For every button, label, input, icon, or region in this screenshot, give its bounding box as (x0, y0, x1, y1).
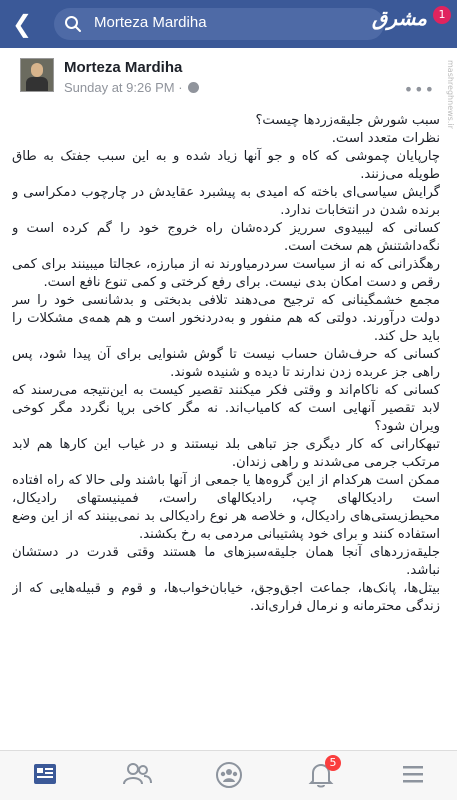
post-paragraph: کسانی که ناکام‌اند و وقتی فکر میکنند تقصیر کیست به این‌نتیجه می‌رسند که لابد تقصیر آنهایی است که کامیاب‌اند. نه مگر کاخی برپا نگردد مگر کوخی ویران شود؟ (12, 383, 440, 434)
post-body (12, 112, 440, 750)
search-input[interactable]: Morteza Mardiha (94, 14, 207, 31)
news-feed-icon (32, 761, 58, 787)
top-search-bar (0, 0, 457, 48)
tab-friends[interactable] (117, 761, 157, 791)
post-paragraph: نظرات متعدد است. (331, 131, 440, 146)
menu-icon (400, 761, 426, 787)
post-paragraph: بیتل‌ها، پانک‌ها، جماعت اجق‌وجق، خیابان‌خواب‌ها، و قوم و قبیله‌هایی که از زندگی محترمانه و نرمال فراری‌اند. (12, 581, 440, 614)
post-paragraph: ممکن است هرکدام از این گروه‌ها یا جمعی از آنها باشند ولی حالا که راه افتاده است رادیکالهای چپ، رادیکالهای راست، فمینیستهای رادیکال، محیط‌زیستی‌های رادیکال، و خلاصه هر نوع رادیکالی بد نمی‌بینند که از این وضع استفاده کنند و برای خود پشتیبانی مردمی به رخ بکشند. (12, 473, 440, 542)
friends-icon (122, 761, 152, 787)
tab-news-feed[interactable] (25, 761, 65, 791)
author-name[interactable]: Morteza Mardiha (64, 59, 183, 76)
post-paragraph: گرایش سیاسی‌ای باخته که امیدی به پیشبرد عقایدش در چارچوب دمکراسی و برنده شدن در انتخابات ندارد. (12, 185, 440, 218)
post-paragraph: رهگذرانی که نه از سیاست سردرمیاورند نه از مبارزه، عجالتا میبینند برای کمی رقص و دست امکان بدی نیست. برای رفع کرختی و کمی تنوع نافع است. (12, 257, 440, 290)
groups-icon (215, 761, 243, 789)
post-paragraph: کسانی که حرف‌شان حساب نیست تا گوش شنوایی برای آن پیدا شود، پس راهی جز عربده زدن ندارند تا دیده و شنیده شوند. (12, 347, 440, 380)
tab-notifications[interactable] (301, 756, 341, 791)
search-box[interactable] (54, 8, 384, 40)
watermark-logo: مشرق (371, 6, 427, 30)
post-paragraph: تبهکارانی که کار دیگری جز تباهی بلد نیستند و در غیاب این کارها هم لابد مرتکب جرمی می‌شدند و راهی زندان. (12, 437, 440, 470)
more-dots-icon[interactable]: ••• (403, 80, 435, 99)
tab-menu[interactable] (393, 761, 433, 791)
tab-groups[interactable] (209, 761, 249, 791)
post-paragraph: مجمع خشمگینانی که ترجیح می‌دهند تلافی بدبختی و بدشانسی خود را سر دولت درآورند. دولتی که هم منفور و به‌دردنخور است و هم همه‌ی مشکلات را باید حل کند. (12, 293, 440, 344)
globe-icon (188, 82, 199, 93)
back-button[interactable] (10, 11, 34, 37)
bottom-tab-bar (0, 750, 457, 800)
post-paragraph: جلیقه‌زردهای آنجا همان جلیقه‌سبزهای ما هستند وقتی قدرت در دستشان نباشد. (12, 545, 440, 578)
watermark-badge: 1 (433, 6, 451, 24)
post-paragraph: کسانی که لیبیدوی سرریز کرده‌شان راه خروج خود را گم کرده است و نگه‌داشتنش هم سخت است. (12, 221, 440, 254)
notifications-badge: 5 (325, 755, 341, 771)
post-paragraph: سبب شورش جلیقه‌زردها چیست؟ (255, 113, 440, 128)
chevron-left-icon: ❮ (11, 10, 33, 38)
timestamp-text: Sunday at 9:26 PM (64, 80, 175, 95)
post-timestamp[interactable]: Sunday at 9:26 PM · (64, 80, 199, 95)
avatar[interactable] (20, 58, 54, 92)
post-paragraph: چارپایان چموشی که کاه و جو آنها زیاد شده و به این سبب جفتک به طاق طویله می‌زنند. (12, 149, 440, 182)
side-watermark: mashreghnews.ir (446, 60, 455, 129)
search-icon (64, 15, 82, 33)
